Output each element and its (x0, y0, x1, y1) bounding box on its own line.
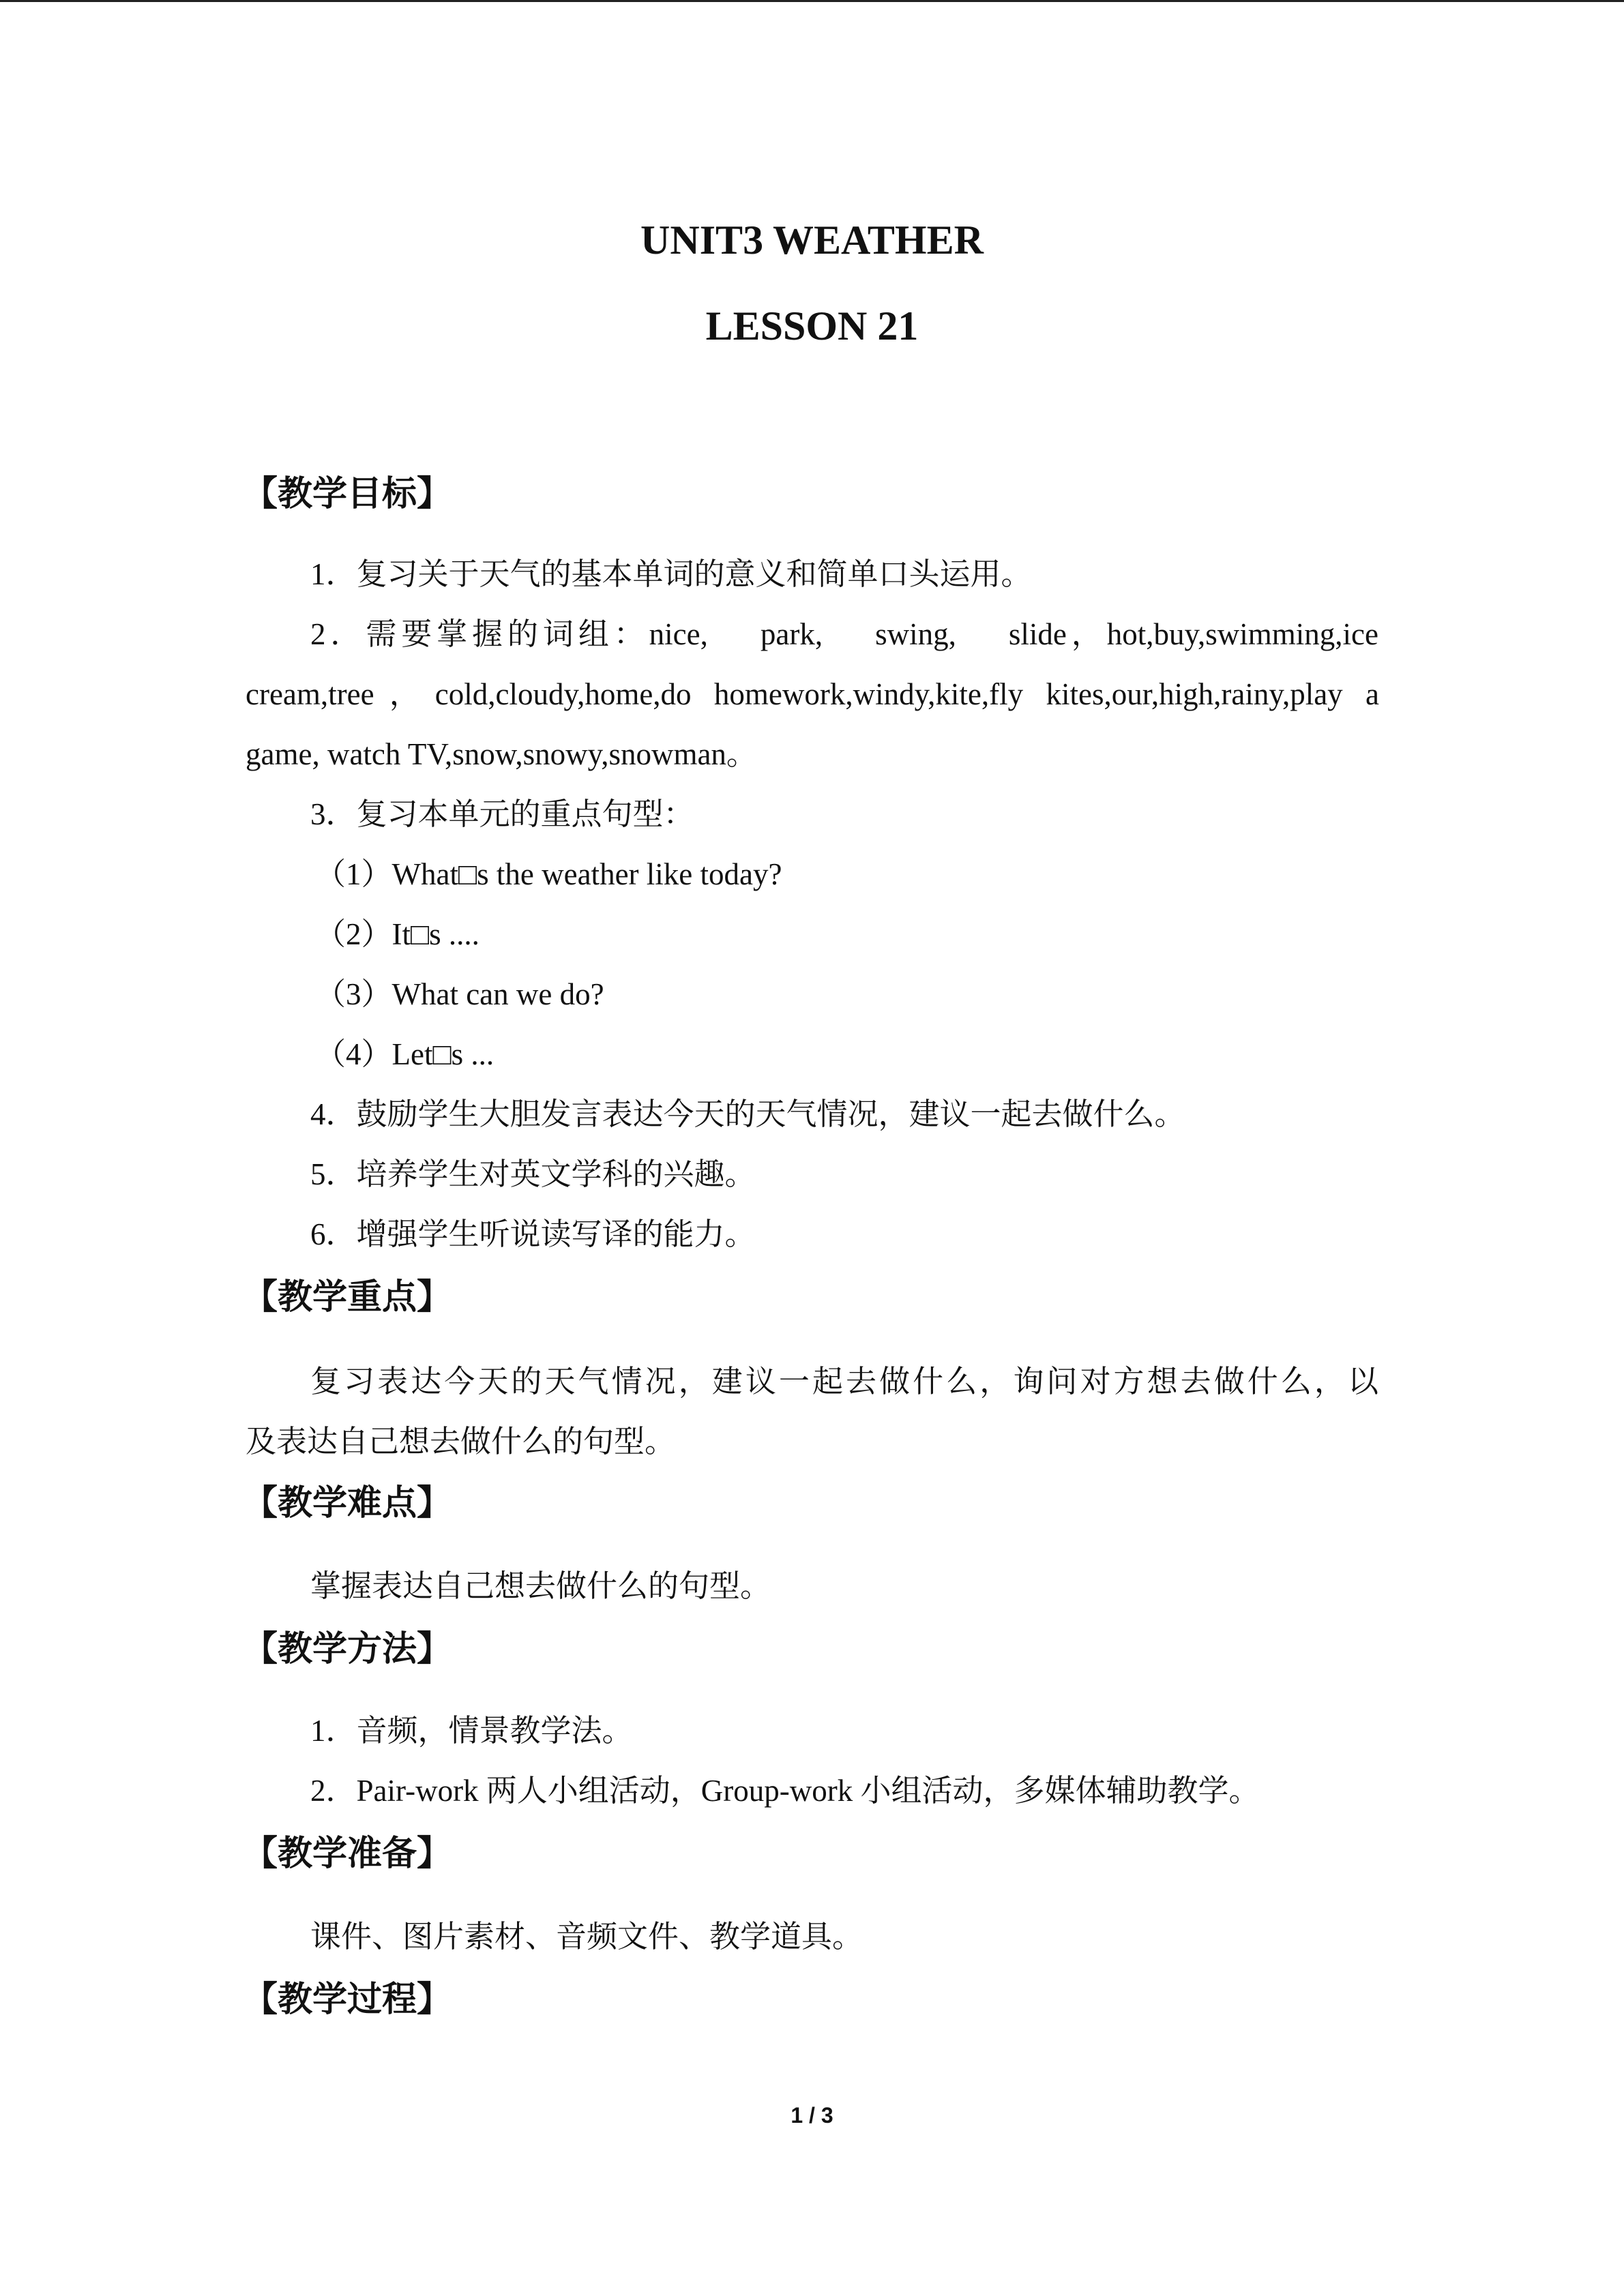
section-heading-difficulties: 【教学难点】 (243, 1483, 452, 1523)
section-heading-process: 【教学过程】 (243, 1980, 452, 2020)
key-points-text-line-1: 复习表达今天的天气情况，建议一起去做什么，询问对方想去做什么，以 (310, 1365, 1378, 1399)
section-heading-key-points: 【教学重点】 (243, 1277, 452, 1317)
objective-item-2-line-2: cream,tree，cold,cloudy,home,do homework,windy,kite,fly kites,our,high,rainy,play a (246, 677, 1379, 711)
method-item-2: 2．Pair-work 两人小组活动，Group-work 小组活动，多媒体辅助教学。 (310, 1774, 1260, 1808)
objective-item-2-line-1: 2．需要掌握的词组：nice, park, swing, slide，hot,buy,swimming,ice (310, 617, 1378, 651)
document-subtitle: LESSON 21 (705, 303, 919, 348)
objective-item-4: 4．鼓励学生大胆发言表达今天的天气情况，建议一起去做什么。 (310, 1097, 1185, 1131)
sentence-pattern-1: （1）What□s the weather like today? (315, 857, 782, 891)
objective-item-1: 1．复习关于天气的基本单词的意义和简单口头运用。 (310, 557, 1032, 591)
key-points-text-line-2: 及表达自己想去做什么的句型。 (246, 1425, 676, 1459)
objective-item-3: 3．复习本单元的重点句型： (310, 797, 694, 831)
document-title: UNIT3 WEATHER (640, 218, 984, 263)
difficulties-text: 掌握表达自己想去做什么的句型。 (310, 1569, 771, 1603)
preparation-text: 课件、图片素材、音频文件、教学道具。 (310, 1920, 863, 1954)
sentence-pattern-3: （3）What can we do? (315, 977, 604, 1011)
page-top-border (0, 0, 1624, 2)
section-heading-objectives: 【教学目标】 (243, 474, 452, 514)
method-item-1: 1．音频，情景教学法。 (310, 1714, 633, 1748)
objective-item-6: 6．增强学生听说读写译的能力。 (310, 1217, 756, 1251)
sentence-pattern-2: （2）It□s .... (315, 917, 479, 951)
objective-item-2-line-3: game, watch TV,snow,snowy,snowman。 (246, 737, 757, 771)
sentence-pattern-4: （4）Let□s ... (315, 1037, 494, 1071)
section-heading-methods: 【教学方法】 (243, 1629, 452, 1669)
section-heading-preparation: 【教学准备】 (243, 1834, 452, 1874)
page-number: 1 / 3 (791, 2103, 833, 2128)
objective-item-5: 5．培养学生对英文学科的兴趣。 (310, 1157, 756, 1191)
